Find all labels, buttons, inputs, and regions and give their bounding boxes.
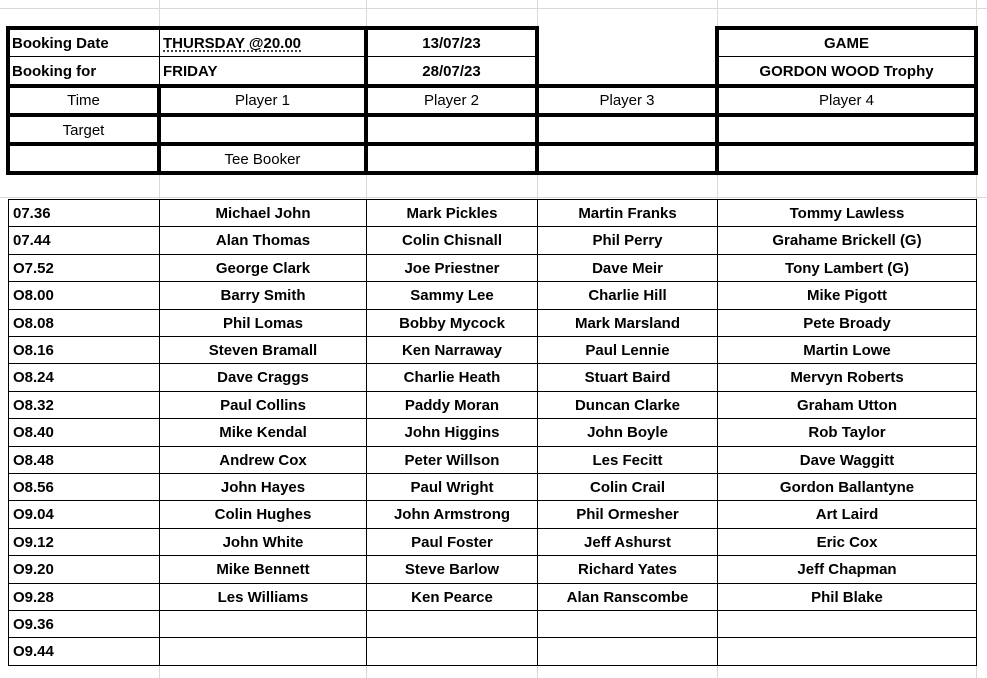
tee-time-cell[interactable]: O9.44 bbox=[8, 637, 160, 666]
player-cell[interactable]: Tony Lambert (G) bbox=[717, 254, 977, 282]
player-cell[interactable]: Les Fecitt bbox=[537, 446, 718, 474]
player-cell[interactable]: Steven Bramall bbox=[159, 336, 367, 364]
player-cell[interactable] bbox=[717, 610, 977, 638]
player-cell[interactable]: Sammy Lee bbox=[366, 281, 538, 310]
player-cell[interactable]: Graham Utton bbox=[717, 391, 977, 419]
tee-time-cell[interactable]: O8.40 bbox=[8, 418, 160, 447]
player-cell[interactable]: Pete Broady bbox=[717, 309, 977, 337]
player-cell[interactable]: Les Williams bbox=[159, 583, 367, 611]
player-cell[interactable]: Joe Priestner bbox=[366, 254, 538, 282]
player-cell[interactable] bbox=[537, 637, 718, 666]
player-cell[interactable]: Rob Taylor bbox=[717, 418, 977, 447]
player-cell[interactable]: Tommy Lawless bbox=[717, 199, 977, 227]
tee-booker-label: Tee Booker bbox=[224, 150, 301, 168]
booking-date-day-text: THURSDAY @20.00 bbox=[163, 34, 302, 52]
player-cell[interactable]: Phil Lomas bbox=[159, 309, 367, 337]
booking-date-value[interactable]: 13/07/23 bbox=[422, 34, 481, 52]
player1-column-header: Player 1 bbox=[234, 91, 291, 109]
player-cell[interactable]: Jeff Ashurst bbox=[537, 528, 718, 556]
player-cell[interactable]: Paddy Moran bbox=[366, 391, 538, 419]
player-cell[interactable]: Steve Barlow bbox=[366, 555, 538, 584]
header-border bbox=[717, 56, 976, 57]
player-cell[interactable]: Mark Marsland bbox=[537, 309, 718, 337]
time-column-header: Time bbox=[67, 91, 100, 109]
player-cell[interactable]: John Higgins bbox=[366, 418, 538, 447]
tee-time-cell[interactable]: O8.00 bbox=[8, 281, 160, 310]
game-value[interactable]: GORDON WOOD Trophy bbox=[759, 62, 934, 80]
player-cell[interactable]: Martin Franks bbox=[537, 199, 718, 227]
header-border bbox=[159, 30, 160, 84]
tee-time-cell[interactable]: O9.36 bbox=[8, 610, 160, 638]
player-cell[interactable]: Mervyn Roberts bbox=[717, 363, 977, 392]
tee-time-cell[interactable]: O9.04 bbox=[8, 500, 160, 529]
player-cell[interactable] bbox=[537, 610, 718, 638]
gridline bbox=[0, 197, 987, 198]
header-border bbox=[6, 171, 978, 175]
player-cell[interactable]: George Clark bbox=[159, 254, 367, 282]
player-cell[interactable]: Paul Foster bbox=[366, 528, 538, 556]
player-cell[interactable]: Phil Perry bbox=[537, 226, 718, 255]
header-border bbox=[974, 26, 978, 175]
player-cell[interactable]: Jeff Chapman bbox=[717, 555, 977, 584]
player-cell[interactable]: Bobby Mycock bbox=[366, 309, 538, 337]
tee-time-cell[interactable]: O8.24 bbox=[8, 363, 160, 392]
header-gap bbox=[539, 26, 715, 30]
player-cell[interactable]: John Boyle bbox=[537, 418, 718, 447]
player-cell[interactable] bbox=[159, 610, 367, 638]
player-cell[interactable]: Grahame Brickell (G) bbox=[717, 226, 977, 255]
tee-time-cell[interactable]: O8.48 bbox=[8, 446, 160, 474]
player-cell[interactable]: Duncan Clarke bbox=[537, 391, 718, 419]
player-cell[interactable] bbox=[717, 637, 977, 666]
player-cell[interactable]: John Armstrong bbox=[366, 500, 538, 529]
target-label: Target bbox=[62, 121, 105, 139]
player-cell[interactable]: Stuart Baird bbox=[537, 363, 718, 392]
player-cell[interactable]: Mike Pigott bbox=[717, 281, 977, 310]
header-gap bbox=[539, 56, 715, 57]
tee-time-cell[interactable]: O9.28 bbox=[8, 583, 160, 611]
player-cell[interactable]: John Hayes bbox=[159, 473, 367, 501]
player-cell[interactable]: Mike Bennett bbox=[159, 555, 367, 584]
player-cell[interactable]: Peter Willson bbox=[366, 446, 538, 474]
player-cell[interactable]: Alan Thomas bbox=[159, 226, 367, 255]
header-border bbox=[6, 26, 978, 30]
player-cell[interactable]: Dave Waggitt bbox=[717, 446, 977, 474]
player-cell[interactable]: Barry Smith bbox=[159, 281, 367, 310]
player-cell[interactable]: Phil Blake bbox=[717, 583, 977, 611]
player3-column-header: Player 3 bbox=[599, 91, 655, 109]
header-border bbox=[535, 26, 539, 175]
player-cell[interactable]: Phil Ormesher bbox=[537, 500, 718, 529]
player-cell[interactable] bbox=[366, 610, 538, 638]
tee-time-cell[interactable]: O8.16 bbox=[8, 336, 160, 364]
player-cell[interactable]: Mike Kendal bbox=[159, 418, 367, 447]
player-cell[interactable]: Art Laird bbox=[717, 500, 977, 529]
player4-column-header: Player 4 bbox=[818, 91, 875, 109]
player-cell[interactable]: Ken Narraway bbox=[366, 336, 538, 364]
booking-date-label: Booking Date bbox=[12, 34, 109, 52]
player-cell[interactable] bbox=[159, 637, 367, 666]
booking-for-value[interactable]: 28/07/23 bbox=[422, 62, 481, 80]
player-cell[interactable]: Ken Pearce bbox=[366, 583, 538, 611]
game-label: GAME bbox=[824, 34, 869, 52]
tee-time-cell[interactable]: O9.20 bbox=[8, 555, 160, 584]
header-border bbox=[6, 26, 10, 175]
player-cell[interactable]: John White bbox=[159, 528, 367, 556]
player-cell[interactable]: Colin Chisnall bbox=[366, 226, 538, 255]
player-cell[interactable]: Charlie Hill bbox=[537, 281, 718, 310]
tee-time-cell[interactable]: O7.52 bbox=[8, 254, 160, 282]
header-border bbox=[364, 26, 368, 175]
header-border bbox=[6, 142, 978, 146]
header-border bbox=[6, 84, 978, 88]
player-cell[interactable]: Michael John bbox=[159, 199, 367, 227]
player-cell[interactable]: Paul Lennie bbox=[537, 336, 718, 364]
player2-column-header: Player 2 bbox=[423, 91, 480, 109]
header-border bbox=[6, 113, 978, 117]
tee-time-cell[interactable]: 07.36 bbox=[8, 199, 160, 227]
player-cell[interactable]: Charlie Heath bbox=[366, 363, 538, 392]
header-border bbox=[715, 26, 719, 175]
player-cell[interactable]: Mark Pickles bbox=[366, 199, 538, 227]
booking-for-label: Booking for bbox=[12, 62, 97, 80]
player-cell[interactable]: Paul Wright bbox=[366, 473, 538, 501]
tee-time-cell[interactable]: O8.32 bbox=[8, 391, 160, 419]
player-cell[interactable]: Colin Hughes bbox=[159, 500, 367, 529]
player-cell[interactable]: Martin Lowe bbox=[717, 336, 977, 364]
player-cell[interactable]: Paul Collins bbox=[159, 391, 367, 419]
header-border bbox=[157, 84, 161, 175]
player-cell[interactable]: Gordon Ballantyne bbox=[717, 473, 977, 501]
tee-time-cell[interactable]: O8.08 bbox=[8, 309, 160, 337]
booking-date-day[interactable] bbox=[159, 30, 366, 56]
player-cell[interactable]: Dave Craggs bbox=[159, 363, 367, 392]
player-cell[interactable]: Alan Ranscombe bbox=[537, 583, 718, 611]
header-border bbox=[10, 56, 538, 57]
tee-time-cell[interactable]: 07.44 bbox=[8, 226, 160, 255]
tee-time-cell[interactable]: O9.12 bbox=[8, 528, 160, 556]
player-cell[interactable]: Colin Crail bbox=[537, 473, 718, 501]
player-cell[interactable] bbox=[366, 637, 538, 666]
player-cell[interactable]: Dave Meir bbox=[537, 254, 718, 282]
booking-for-day[interactable]: FRIDAY bbox=[163, 62, 218, 80]
player-cell[interactable]: Eric Cox bbox=[717, 528, 977, 556]
tee-time-cell[interactable]: O8.56 bbox=[8, 473, 160, 501]
player-cell[interactable]: Richard Yates bbox=[537, 555, 718, 584]
player-cell[interactable]: Andrew Cox bbox=[159, 446, 367, 474]
gridline bbox=[0, 8, 987, 9]
